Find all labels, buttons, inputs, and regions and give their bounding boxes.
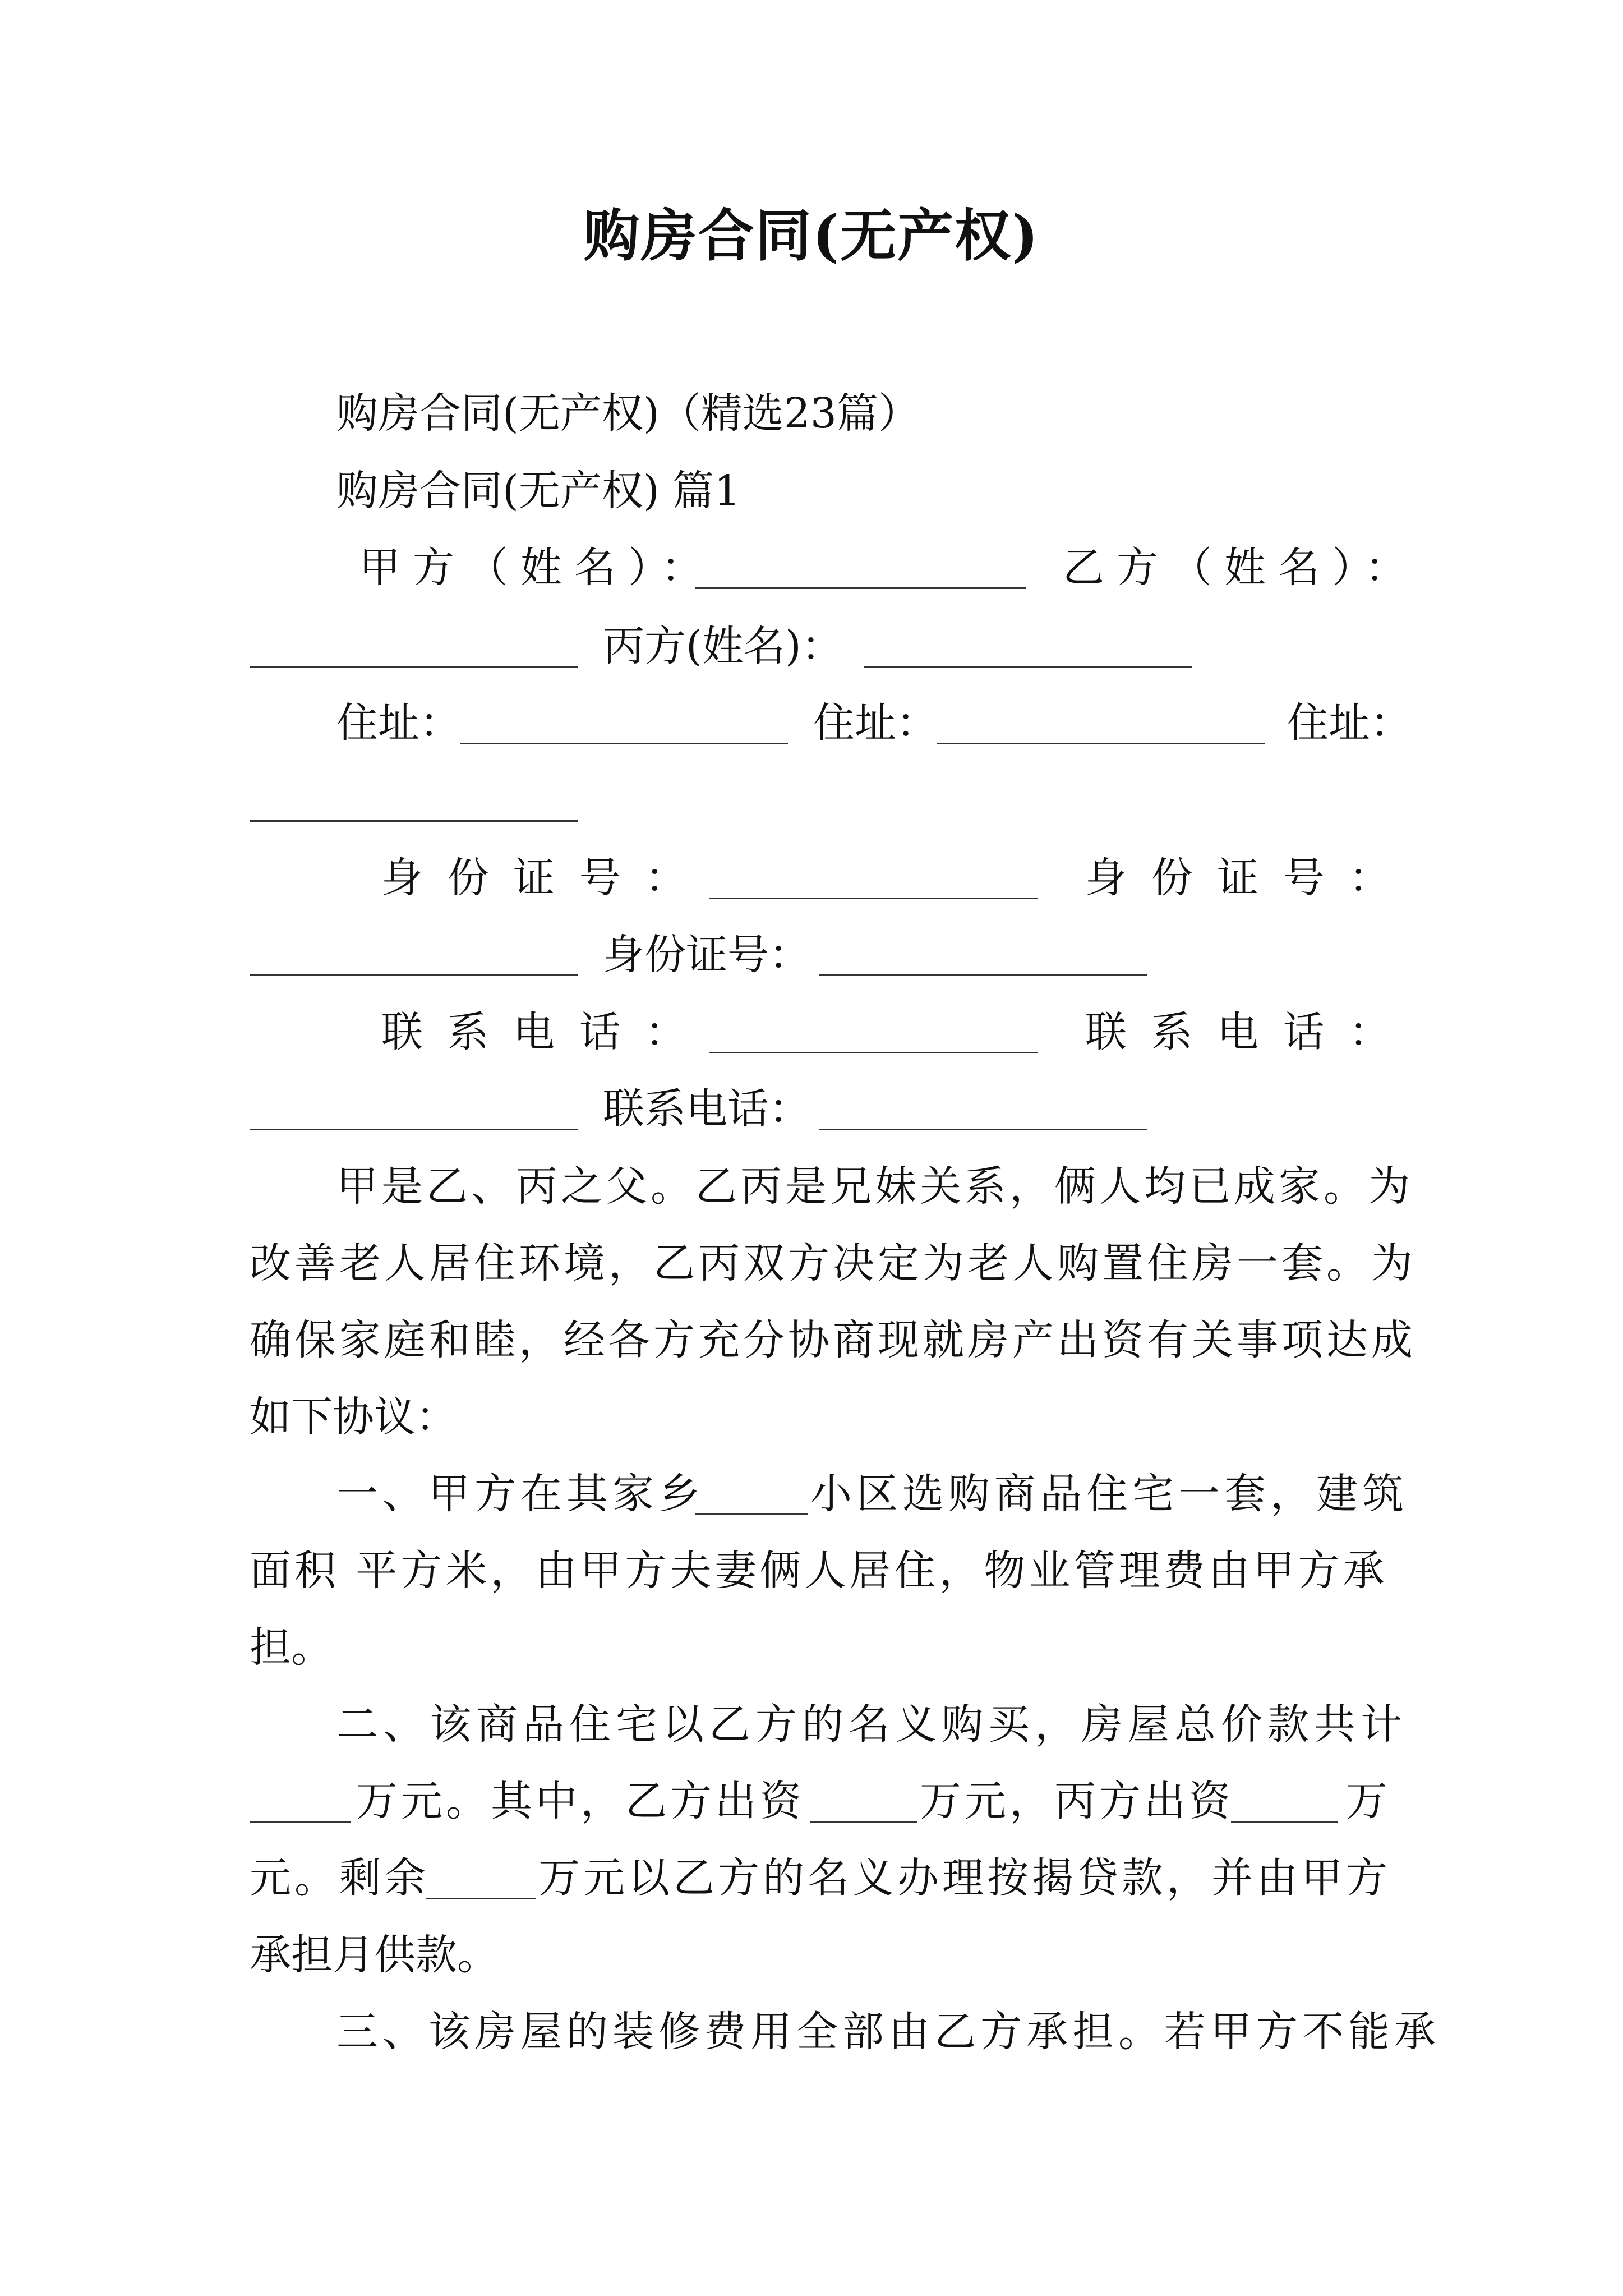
document-title: 购房合同(无产权) [583, 203, 1040, 269]
party-jia-label [359, 544, 715, 592]
bing-name-label: 丙方(姓名)： [603, 622, 843, 670]
bing-id-blank [819, 940, 1147, 983]
jia-name-label: 甲方（姓名）： [359, 544, 715, 592]
jia-phone-label: 联 系 电 话 ： [381, 1008, 693, 1056]
yi-phone-label: 联 系 电 话 ： [1085, 1008, 1396, 1056]
p2-line-3b: 万元以乙方的名义办理按揭贷款，并由甲方 [538, 1854, 1391, 1902]
jia-address-blank [460, 708, 788, 751]
p2-total-blank [250, 1786, 351, 1829]
intro-line-4: 如下协议： [250, 1393, 457, 1441]
p2-line-3a: 元。剩余 [250, 1854, 429, 1902]
jia-name-blank [695, 553, 1026, 596]
p2-yi-blank [810, 1786, 917, 1829]
jia-phone-blank [709, 1017, 1038, 1060]
p2-line-4: 承担月供款。 [250, 1931, 499, 1979]
p2-bing-blank [1231, 1786, 1338, 1829]
yi-name-blank [250, 631, 578, 674]
yi-address-label: 住址： [813, 699, 938, 747]
p2-remaining-blank [426, 1863, 536, 1906]
jia-address-label: 住址： [336, 699, 461, 747]
p1-community-blank [695, 1479, 808, 1522]
yi-id-label: 身 份 证 号 ： [1085, 854, 1396, 902]
bing-id-label: 身份证号： [603, 931, 810, 979]
intro-line-1: 甲是乙、丙之父。乙丙是兄妹关系，俩人均已成家。为 [336, 1162, 1413, 1211]
p1-line-2: 面积 平方米，由甲方夫妻俩人居住，物业管理费由甲方承 [250, 1547, 1388, 1595]
bing-phone-label: 联系电话： [603, 1085, 810, 1133]
bing-name-blank [864, 631, 1192, 674]
party-yi-label [1063, 544, 1419, 592]
intro-line-3: 确保家庭和睦，经各方充分协商现就房产出资有关事项达成 [250, 1316, 1416, 1364]
yi-name-label: 乙方（姓名）： [1063, 544, 1419, 592]
bing-address-blank [250, 785, 578, 829]
p2-line-1: 二、该商品住宅以乙方的名义购买，房屋总价款共计 [336, 1700, 1407, 1749]
bing-address-label: 住址： [1287, 699, 1412, 747]
p1-line-3: 担。 [250, 1623, 333, 1672]
section-heading: 购房合同(无产权) 篇1 [336, 467, 741, 515]
p2-line-2a: 万元。其中，乙方出资 [356, 1777, 805, 1825]
p1-line-1a: 一、甲方在其家乡 [336, 1470, 704, 1518]
bing-phone-blank [819, 1094, 1147, 1137]
p3-line-1: 三、该房屋的装修费用全部由乙方承担。若甲方不能承 [336, 2008, 1440, 2056]
document-subtitle: 购房合同(无产权)（精选23篇） [336, 389, 920, 438]
p2-line-2b: 万元，丙方出资 [920, 1777, 1234, 1825]
jia-id-label: 身 份 证 号 ： [381, 854, 693, 902]
p1-line-1b: 小区选购商品住宅一套，建筑 [810, 1470, 1408, 1518]
yi-phone-blank [250, 1094, 578, 1137]
jia-id-blank [709, 863, 1038, 906]
yi-id-blank [250, 940, 578, 983]
yi-address-blank [937, 708, 1265, 751]
intro-line-2: 改善老人居住环境，乙丙双方决定为老人购置住房一套。为 [250, 1239, 1416, 1287]
p2-line-2c: 万 [1346, 1777, 1387, 1825]
